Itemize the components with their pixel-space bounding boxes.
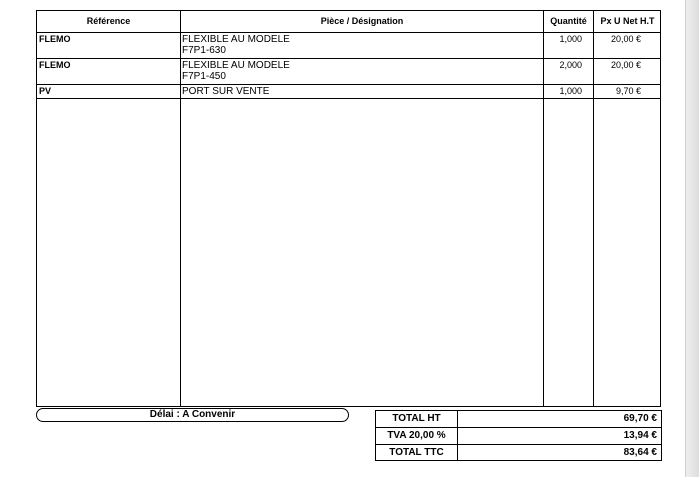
row-reference: FLEMO xyxy=(39,60,71,70)
row-reference: FLEMO xyxy=(39,34,71,44)
row-unit-price: 9,70 € xyxy=(615,86,641,96)
row-unit-price: 20,00 € xyxy=(610,60,641,70)
row-designation-line2: F7P1-630 xyxy=(182,45,226,56)
viewer-scroll-gutter xyxy=(685,0,699,477)
row-quantity: 1,000 xyxy=(559,86,582,96)
totals-box xyxy=(375,410,662,461)
total-ttc-label: TOTAL TTC xyxy=(376,445,458,461)
row-quantity: 2,000 xyxy=(559,60,582,70)
row-designation-line1: FLEXIBLE AU MODELE xyxy=(182,34,290,45)
row-reference: PV xyxy=(39,86,52,96)
delivery-delay: Délai : A Convenir xyxy=(36,408,349,422)
row-divider xyxy=(36,58,661,59)
row-unit-price: 20,00 € xyxy=(610,34,641,44)
header-unit-price: Px U Net H.T xyxy=(600,16,655,26)
row-designation-line1: FLEXIBLE AU MODELE xyxy=(182,60,290,71)
total-ht-row xyxy=(376,411,661,427)
column-divider xyxy=(180,10,181,407)
tva-value: 13,94 € xyxy=(623,430,657,441)
total-ttc-value: 83,64 € xyxy=(623,447,657,458)
header-divider xyxy=(36,32,661,33)
row-designation-line2: F7P1-450 xyxy=(182,71,226,82)
row-divider xyxy=(36,84,661,85)
header-quantity: Quantité xyxy=(550,16,587,26)
tva-row xyxy=(376,428,661,444)
header-reference: Référence xyxy=(86,16,131,26)
row-quantity: 1,000 xyxy=(559,34,582,44)
row-divider xyxy=(36,98,661,99)
row-designation-line1: PORT SUR VENTE xyxy=(182,86,270,97)
total-ht-label: TOTAL HT xyxy=(376,411,458,427)
total-ht-value: 69,70 € xyxy=(623,413,657,424)
header-designation: Pièce / Désignation xyxy=(320,16,404,26)
total-ttc-row xyxy=(376,445,661,461)
tva-label: TVA 20,00 % xyxy=(376,428,458,444)
